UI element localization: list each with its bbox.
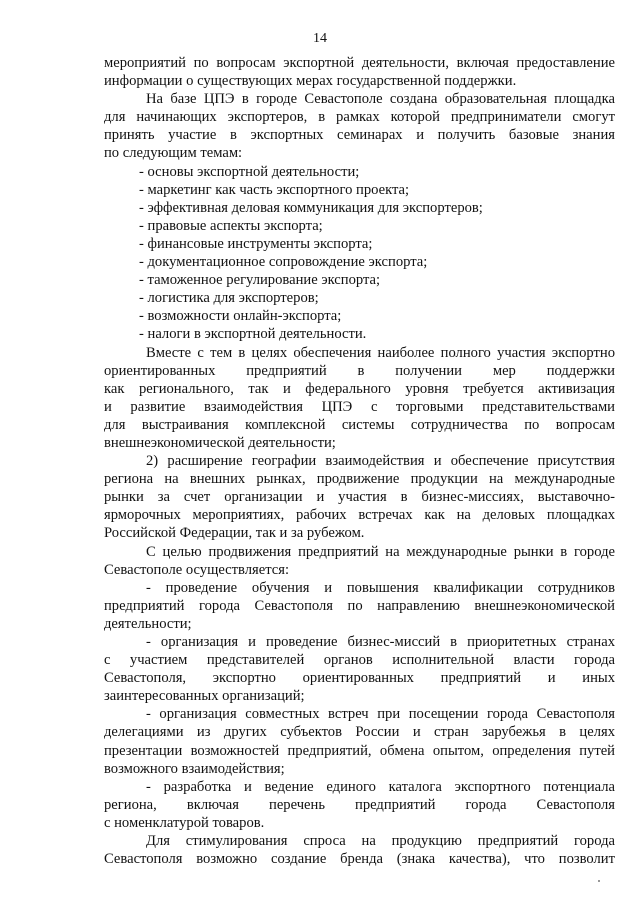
text-line: предприятий города Севастополя по направлению внешнеэкономической [104,597,615,614]
text-line: - возможности онлайн-экспорта; [139,308,342,325]
text-line: На базе ЦПЭ в городе Севастополе создана образовательная площадка [146,91,615,108]
text-line: заинтересованных организаций; [104,688,305,705]
text-line: Вместе с тем в целях обеспечения наиболее полного участия экспортно [146,344,615,361]
text-line: презентации возможностей предприятий, обмена опытом, определения путей [104,742,615,759]
text-line: - разработка и ведение единого каталога экспортного потенциала [146,778,615,795]
text-line: региона, включая перечень предприятий города Севастополя [104,796,615,813]
text-line: - организация и проведение бизнес-миссий в приоритетных странах [146,634,615,650]
text-line: деятельности; [104,615,192,632]
text-line: - основы экспортной деятельности; [139,163,360,180]
text-line: с участием представителей органов исполнительной власти города [104,652,615,669]
text-line: 2) расширение географии взаимодействия и обеспечение присутствия [146,453,615,470]
text-line: для начинающих экспортеров, в рамках которой предприниматели смогут [104,109,615,126]
text-line: Севастополя, экспортно ориентированных предприятий и иных [104,670,615,687]
document-body [104,54,615,868]
text-line: по следующим темам: [104,145,243,162]
text-line: - логистика для экспортеров; [139,290,319,307]
text-line: внешнеэкономической деятельности; [104,434,336,451]
text-line: Российской Федерации, так и за рубежом. [104,525,365,542]
text-line: Для стимулирования спроса на продукцию предприятий города [146,833,615,850]
text-line: и развитие взаимодействия ЦПЭ с торговыми представительствами [104,398,615,415]
text-line: - эффективная деловая коммуникация для экспортеров; [139,199,483,216]
text-line: для выстраивания комплексной системы сотрудничества по вопросам [104,416,615,433]
text-line: ориентированных предприятий в получении мер поддержки [104,362,615,379]
text-line: Севастополя возможно создание бренда (знака качества), что позволит [104,851,615,868]
text-line: региона на внешних рынках, продвижение продукции на международные [104,471,615,488]
text-line: рынки за счет организации и участия в бизнес-миссиях, выставочно- [104,489,615,506]
text-line: - финансовые инструменты экспорта; [139,235,373,252]
text-line: принять участие в экспортных семинарах и получить базовые знания [104,127,615,144]
scan-speck [598,880,600,882]
text-line: информации о существующих мерах государственной поддержки. [104,73,517,90]
text-line: как регионального, так и федерального уровня требуется активизация [104,380,615,397]
text-line: С целью продвижения предприятий на международные рынки в городе [146,543,615,560]
text-line: Севастополе осуществляется: [104,561,289,578]
text-line: - налоги в экспортной деятельности. [139,326,367,343]
text-line: - проведение обучения и повышения квалификации сотрудников [146,579,615,596]
text-line: - маркетинг как часть экспортного проекта; [139,181,410,198]
text-line: - документационное сопровождение экспорта; [139,254,428,271]
text-line: возможного взаимодействия; [104,760,285,777]
text-line: - организация совместных встреч при посещении города Севастополя [146,706,615,723]
text-line: - правовые аспекты экспорта; [139,217,323,234]
text-line: делегациями из других субъектов России и стран зарубежья в целях [104,724,615,741]
text-line: - таможенное регулирование экспорта; [139,272,381,289]
page-number: 14 [313,31,327,46]
text-line: мероприятий по вопросам экспортной деятельности, включая предоставление [104,55,615,71]
text-line: ярморочных мероприятиях, рабочих встречах как на деловых площадках [104,507,615,524]
text-line: с номенклатурой товаров. [104,814,265,831]
